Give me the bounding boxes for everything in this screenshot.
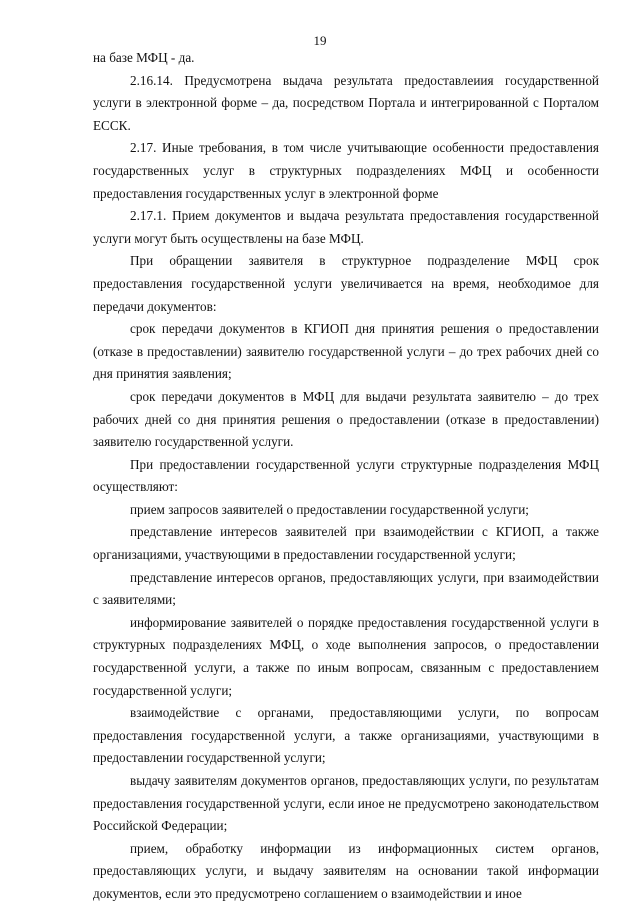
paragraph: представление интересов заявителей при взаимодействии с КГИОП, а также организациями, участвующими в предоставлении государственной услуги;	[93, 524, 599, 563]
document-body	[93, 47, 599, 906]
paragraph: прием запросов заявителей о предоставлении государственной услуги;	[130, 501, 529, 517]
paragraph: При предоставлении государственной услуги структурные подразделения МФЦ осуществляют:	[93, 456, 599, 495]
page-number: 19	[313, 33, 327, 48]
paragraph: выдачу заявителям документов органов, предоставляющих услуги, по результатам предоставления государственной услуги, если иное не предусмотрено законодательством Российской Федерации;	[93, 773, 599, 834]
paragraph: 2.17. Иные требования, в том числе учитывающие особенности предоставления государственных услуг в структурных подразделениях МФЦ и особенности предоставления государственных услуг в электронной форме	[93, 140, 599, 201]
paragraph: 2.16.14. Предусмотрена выдача результата предоставлеиия государственной услуги в электронной форме – да, посредством Портала и интегрированной с Порталом ЕССК.	[93, 72, 599, 133]
paragraph: срок передачи документов в КГИОП дня принятия решения о предоставлении (отказе в предоставлении) заявителю государственной услуги – до трех рабочих дней со дня принятия заявления;	[93, 321, 599, 382]
paragraph: на базе МФЦ - да.	[93, 50, 195, 65]
paragraph: При обращении заявителя в структурное подразделение МФЦ срок предоставления государственной услуги увеличивается на время, необходимое для передачи документов:	[93, 253, 599, 314]
paragraph: информирование заявителей о порядке предоставления государственной услуги в структурных подразделениях МФЦ, о ходе выполнения запросов, о предоставлении государственной услуги, а также по иным вопросам, связанным с предоставлением государственной услуги;	[93, 614, 599, 698]
paragraph: взаимодействие с органами, предоставляющими услуги, по вопросам предоставления государственной услуги, а также организациями, участвующими в предоставлении государственной услуги;	[93, 705, 599, 766]
paragraph: прием, обработку информации из информационных систем органов, предоставляющих услуги, и выдачу заявителям на основании такой информации документов, если это предусмотрено соглашением о взаимодействии и иное	[93, 840, 599, 901]
paragraph: представление интересов органов, предоставляющих услуги, при взаимодействии с заявителями;	[93, 569, 599, 608]
paragraph: срок передачи документов в МФЦ для выдачи результата заявителю – до трех рабочих дней со дня принятия решения о предоставлении (отказе в предоставлении) заявителю государственной услуги.	[93, 388, 599, 450]
paragraph: 2.17.1. Прием документов и выдача результата предоставления государственной услуги могут быть осуществлены на базе МФЦ.	[93, 208, 599, 246]
